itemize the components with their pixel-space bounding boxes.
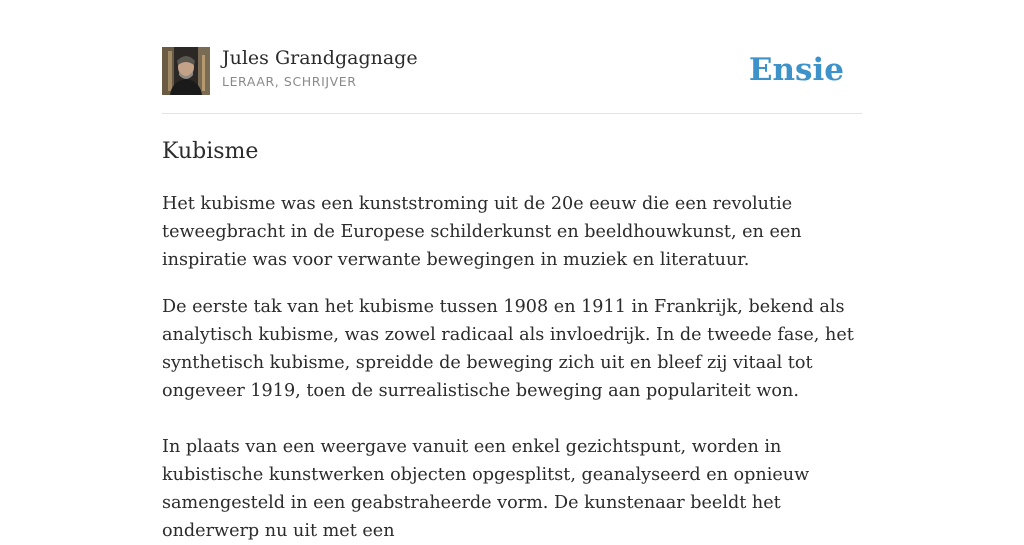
article-paragraph: Het kubisme was een kunststroming uit de 20e eeuw die een revolutie teweegbracht in de Europese schilderkunst en beeldhouwkunst, en een inspiratie was voor verwante bewegingen in muziek en literatuur.	[162, 194, 802, 270]
article-title: Kubisme	[162, 139, 259, 164]
article-paragraph: In plaats van een weergave vanuit een enkel gezichtspunt, worden in kubistische kunstwerken objecten opgesplitst, geanalyseerd en opnieuw samengesteld in een geabstraheerde vorm. De kunstenaar beeldt het onderwerp nu uit met een	[162, 437, 810, 541]
header-divider	[162, 113, 862, 114]
article-body	[162, 190, 862, 545]
author-avatar[interactable]	[162, 47, 210, 95]
author-name[interactable]: Jules Grandgagnage	[222, 47, 418, 69]
article-paragraph: De eerste tak van het kubisme tussen 1908 en 1911 in Frankrijk, bekend als analytisch kubisme, was zowel radicaal als invloedrijk. In de tweede fase, het synthetisch kubisme, spreidde de beweging zich uit en bleef zij vitaal tot ongeveer 1919, toen de surrealistische beweging aan populariteit won.	[162, 297, 854, 401]
author-role: LERAAR, SCHRIJVER	[222, 74, 357, 89]
author-header	[162, 46, 862, 96]
brand-logo[interactable]: Ensie	[748, 52, 844, 88]
author-photo	[162, 47, 210, 95]
